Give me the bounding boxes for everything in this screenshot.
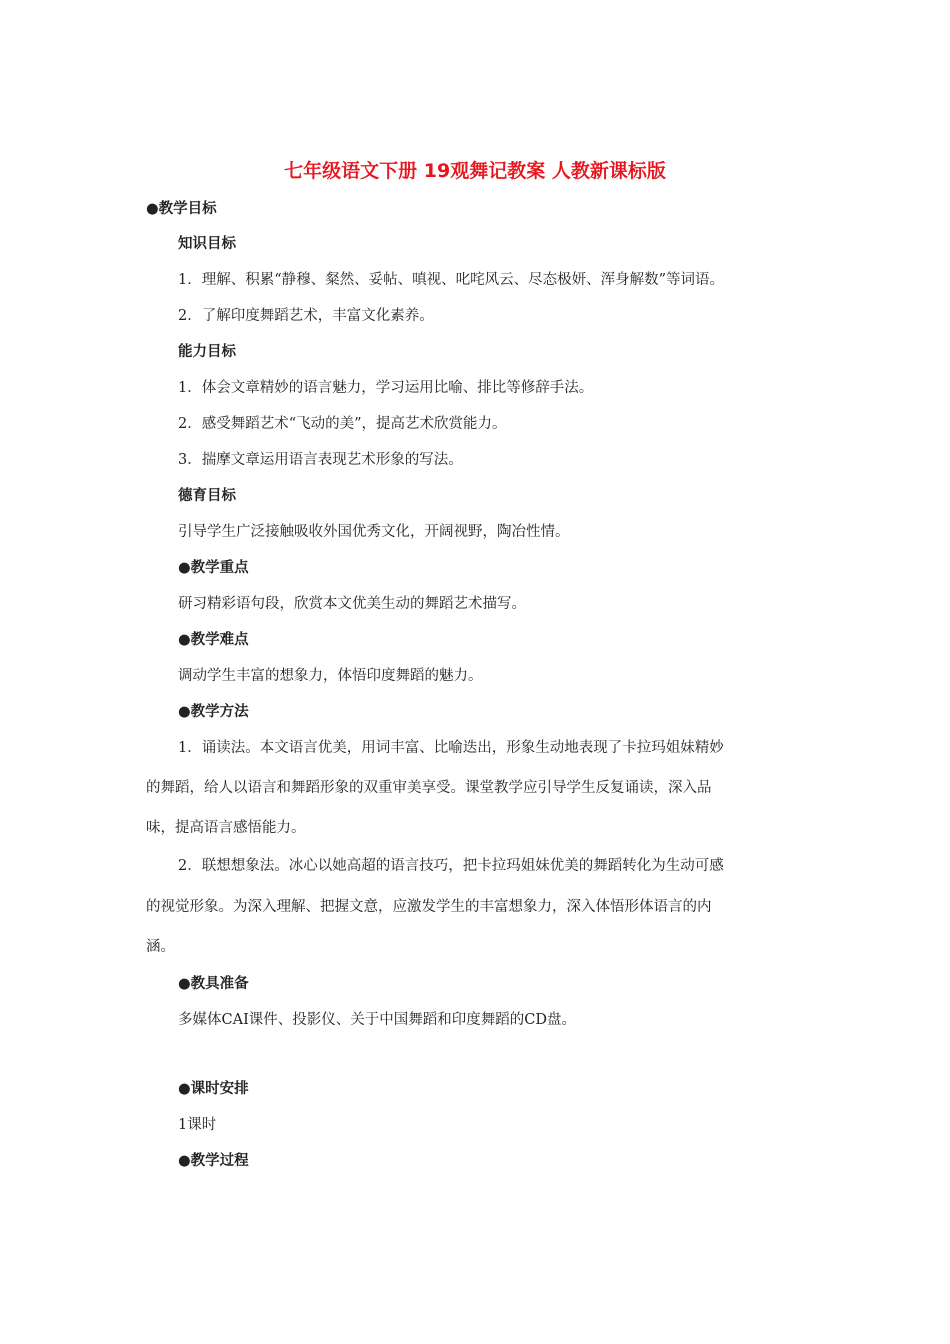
method2-line-2: 的视觉形象。为深入理解、把握文意，应激发学生的丰富想象力，深入体悟形体语言的内	[146, 899, 712, 915]
method2-line-3: 涵。	[146, 939, 175, 955]
ability-item-3: 3．揣摩文章运用语言表现艺术形象的写法。	[178, 452, 463, 468]
ability-heading: 能力目标	[178, 344, 236, 360]
difficulties-heading: ●教学难点	[178, 632, 249, 648]
moral-text: 引导学生广泛接触吸收外国优秀文化，开阔视野，陶冶性情。	[178, 524, 570, 540]
schedule-heading: ●课时安排	[178, 1081, 249, 1097]
key-points-heading: ●教学重点	[178, 560, 249, 576]
ability-item-2: 2．感受舞蹈艺术“飞动的美”，提高艺术欣赏能力。	[178, 416, 507, 432]
tools-heading: ●教具准备	[178, 976, 249, 992]
knowledge-item-1: 1．理解、积累“静穆、粲然、妥帖、嗔视、叱咤风云、尽态极妍、浑身解数”等词语。	[178, 272, 725, 288]
knowledge-heading: 知识目标	[178, 236, 236, 252]
process-heading: ●教学过程	[178, 1153, 249, 1169]
moral-heading: 德育目标	[178, 488, 236, 504]
method1-line-1: 1．诵读法。本文语言优美，用词丰富、比喻迭出，形象生动地表现了卡拉玛姐妹精妙	[178, 740, 724, 756]
method1-line-2: 的舞蹈，给人以语言和舞蹈形象的双重审美享受。课堂教学应引导学生反复诵读，深入品	[146, 780, 712, 796]
schedule-text: 1课时	[178, 1117, 217, 1133]
knowledge-item-2: 2．了解印度舞蹈艺术，丰富文化素养。	[178, 308, 434, 324]
key-points-text: 研习精彩语句段，欣赏本文优美生动的舞蹈艺术描写。	[178, 596, 526, 612]
method1-line-3: 味，提高语言感悟能力。	[146, 820, 306, 836]
difficulties-text: 调动学生丰富的想象力，体悟印度舞蹈的魅力。	[178, 668, 483, 684]
tools-text: 多媒体CAI课件、投影仪、关于中国舞蹈和印度舞蹈的CD盘。	[178, 1012, 577, 1028]
method2-line-1: 2．联想想象法。冰心以她高超的语言技巧，把卡拉玛姐妹优美的舞蹈转化为生动可感	[178, 858, 724, 874]
document-title: 七年级语文下册 19观舞记教案 人教新课标版	[284, 160, 666, 182]
ability-item-1: 1．体会文章精妙的语言魅力，学习运用比喻、排比等修辞手法。	[178, 380, 594, 396]
methods-heading: ●教学方法	[178, 704, 249, 720]
objectives-heading: ●教学目标	[146, 201, 217, 217]
